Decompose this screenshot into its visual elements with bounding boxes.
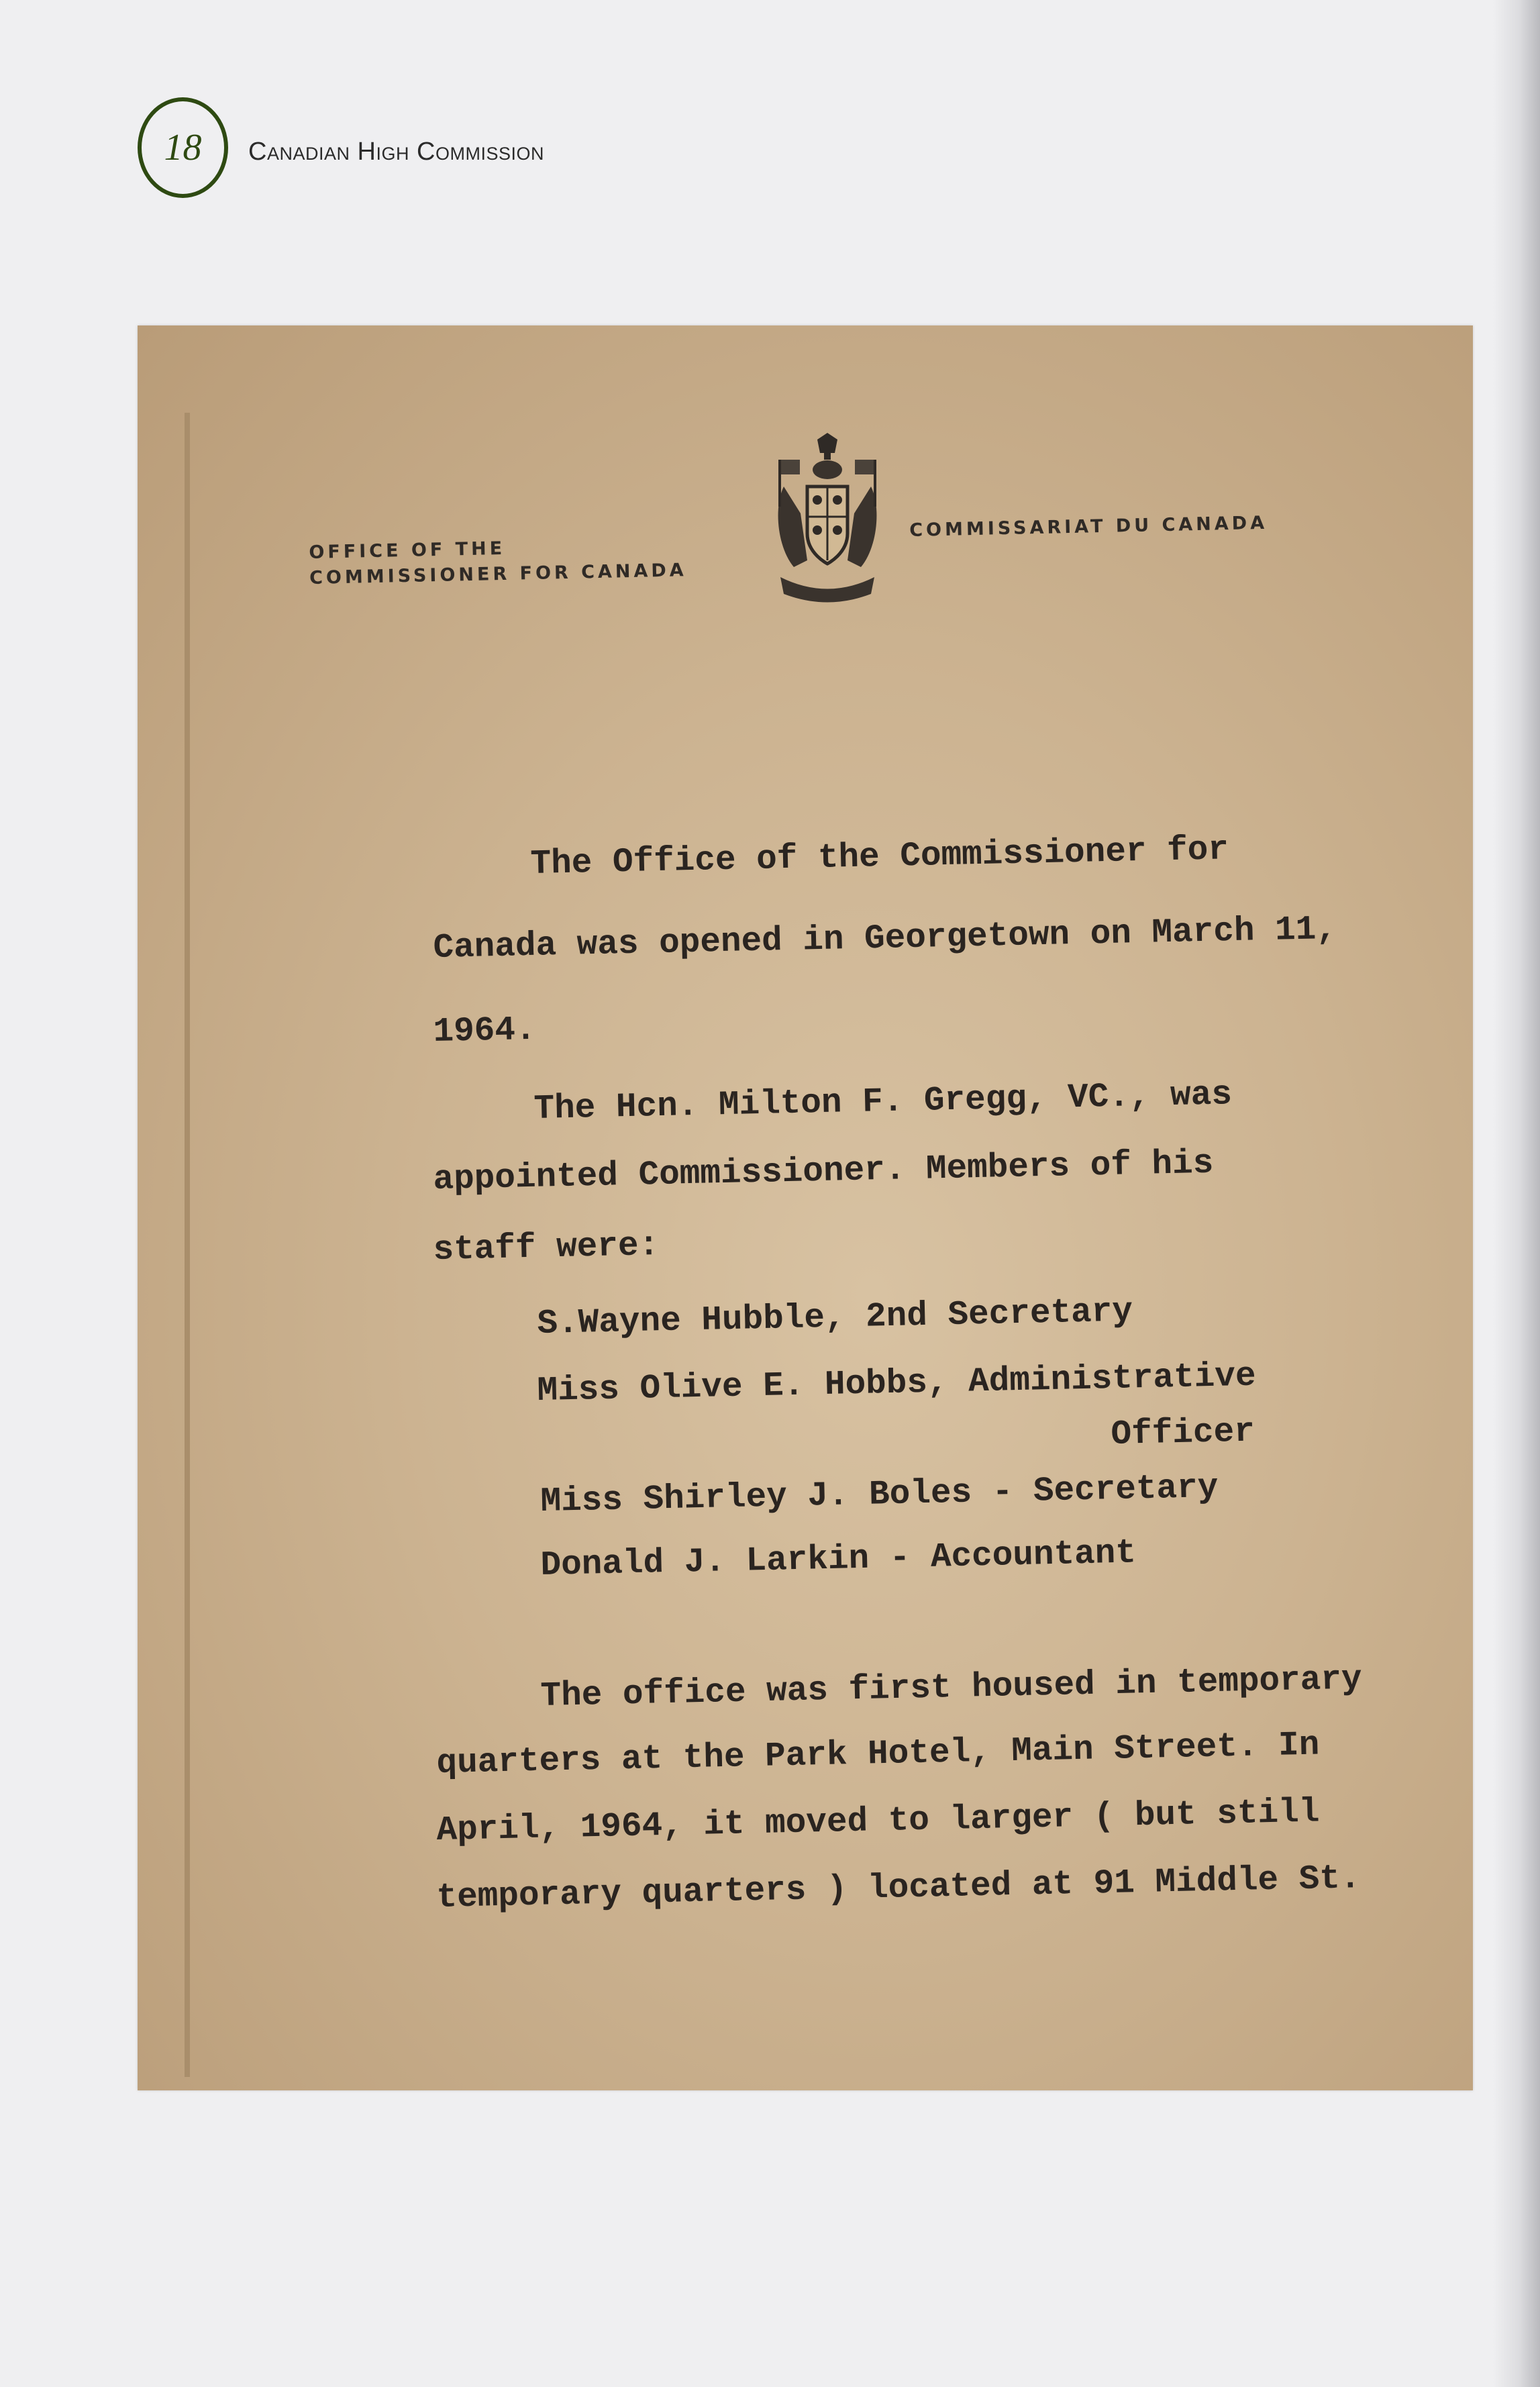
- typed-line-14: April, 1964, it moved to larger ( but still: [436, 1793, 1320, 1850]
- typed-line-3: 1964.: [433, 1011, 537, 1052]
- typed-line-1: The Office of the Commissioner for: [530, 831, 1229, 884]
- page-number-badge: [138, 97, 228, 198]
- typed-line-4: The Hcn. Milton F. Gregg, VC., was: [533, 1076, 1233, 1129]
- typed-line-2: Canada was opened in Georgetown on March 11,: [433, 910, 1337, 968]
- letterhead-commissioner-line: COMMISSIONER FOR CANADA: [309, 560, 687, 589]
- typed-line-13: quarters at the Park Hotel, Main Street. In: [436, 1726, 1320, 1783]
- page-gutter-shadow: [1493, 0, 1540, 2387]
- staff-line-2: Miss Olive E. Hobbs, Administrative: [537, 1357, 1257, 1411]
- typed-line-12: The office was first housed in temporary: [540, 1660, 1363, 1716]
- page-number: 18: [164, 127, 202, 168]
- staff-line-4: Donald J. Larkin - Accountant: [540, 1534, 1137, 1585]
- coat-of-arms-of-canada-icon: [770, 433, 884, 607]
- letter-photograph: [138, 325, 1473, 2090]
- staff-line-3: Miss Shirley J. Boles - Secretary: [540, 1468, 1219, 1521]
- typed-line-15: temporary quarters ) located at 91 Middle St.: [436, 1860, 1362, 1917]
- typed-line-5: appointed Commissioner. Members of his: [433, 1144, 1214, 1199]
- letterhead-office-line: OFFICE OF THE: [309, 538, 506, 563]
- paper-edge: [185, 413, 190, 2077]
- running-header: Canadian High Commission: [248, 138, 544, 166]
- staff-line-1: S.Wayne Hubble, 2nd Secretary: [537, 1292, 1133, 1343]
- letterhead-left: [309, 532, 687, 591]
- letterhead-right: COMMISSARIAT DU CANADA: [909, 512, 1268, 541]
- staff-line-2-continued: Officer: [1111, 1413, 1255, 1454]
- typed-line-6: staff were:: [433, 1226, 660, 1270]
